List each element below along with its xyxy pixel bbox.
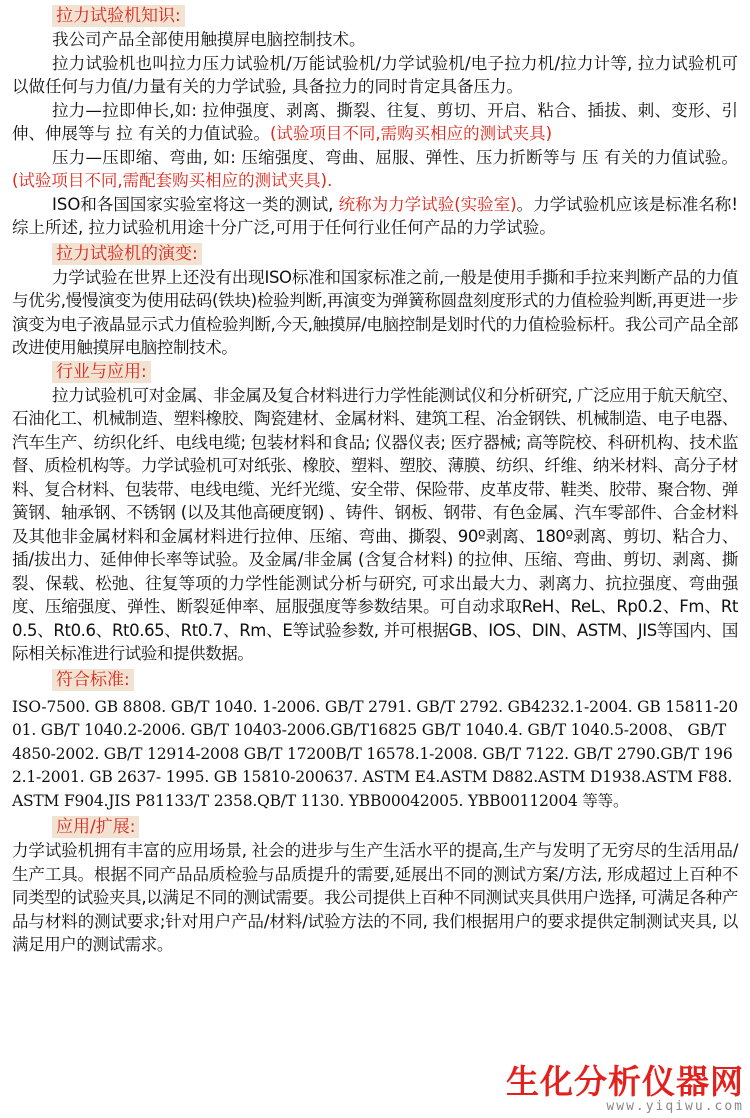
paragraph-knowledge-3 [12,99,738,146]
paragraph-knowledge-1: 我公司产品全部使用触摸屏电脑控制技术。 [52,30,366,49]
watermark-site-url: www.yiqiwu.com [606,1099,744,1114]
section-heading-standards-wrap [12,668,738,692]
paragraph-industry-1: 拉力试验机可对金属、非金属及复合材料进行力学性能测试仪和分析研究, 广泛应用于航天航空、石油化工、机械制造、塑料橡胶、陶瓷建材、金属材料、建筑工程、冶金钢铁、机械制造、电子电器、汽车生产、纺织化纤、电线电缆; 包装材料和食品; 仪器仪表; 医疗器械; 高等院校、科研机构、技术监督、质检机构等。力学试验机可对纸张、橡胶、塑料、塑胶、薄膜、纺织、纤维、纳米材料、高分子材料、复合材料、包装带、电线电缆、光纤光缆、安全带、保险带、皮革皮带、鞋类、胶带、聚合物、弹簧钢、轴承钢、不锈钢 (以及其他高硬度钢) 、铸件、钢板、钢带、有色金属、汽车零部件、合金材料及其他非金属材料和金属材料进行拉伸、压缩、弯曲、撕裂、90º剥离、180º剥离、剪切、粘合力、插/拔出力、延伸伸长率等试验。及金属/非金属 (含复合材料) 的拉伸、压缩、弯曲、剪切、剥离、撕裂、保载、松弛、往复等项的力学性能测试分析与研究, 可求出最大力、剥离力、抗拉强度、弯曲强度、压缩强度、弹性、断裂延伸率、屈服强度等参数结果。可自动求取ReH、ReL、Rp0.2、Fm、Rt0.5、Rt0.6、Rt0.65、Rt0.7、Rm、E等试验参数, 并可根据GB、IOS、DIN、ASTM、JIS等国内、国际相关标准进行试验和提供数据。 [12,385,738,663]
section-heading-evolution: 拉力试验机的演变: [52,243,202,265]
paragraph-evolution-1: 力学试验在世界上还没有出现ISO标准和国家标准之前,一般是使用手撕和手拉来判断产品的力值与优劣,慢慢演变为使用砝码(铁块)检验判断,再演变为弹簧称圆盘刻度形式的力值检验判断,再更进一步演变为电子液晶显示式力值检验判断,今天,触摸屏/电脑控制是划时代的力值检验标杆。我公司产品全部改进使用触摸屏电脑控制技术。 [12,267,738,357]
paragraph-knowledge-5-text-b: 。力学试验机应该是标准名称!综上所述, 拉力试验机用途十分广泛,可用于任何行业任何产品的力学试验。 [12,194,738,237]
section-heading-evolution-wrap [12,242,738,266]
mechanics-test-emphasis: 统称为力学试验(实验室) [338,194,517,214]
section-heading-standards: 符合标准: [52,669,134,691]
paragraph-knowledge-2: 拉力试验机也叫拉力压力试验机/万能试验机/力学试验机/电子拉力机/拉力计等, 拉力试验机可以做任何与力值/力量有关的力学试验, 具备拉力的同时肯定具备压力。 [12,53,738,96]
section-heading-knowledge-wrap [12,4,738,28]
fixture-note-compression: (试验项目不同,需配套购买相应的测试夹具). [12,171,333,190]
section-heading-industry: 行业与应用: [52,361,151,383]
paragraph-knowledge-4-text: 压力—压即缩、弯曲, 如: 压缩强度、弯曲、屈服、弹性、压力折断等与 压 有关的力值试验。 [52,147,738,167]
paragraph-knowledge-5 [12,193,738,240]
watermark-site-name: 生化分析仪器网 [506,1062,744,1101]
paragraph-extension-1: 力学试验机拥有丰富的应用场景, 社会的进步与生产生活水平的提高,生产与发明了无穷尽的生活用品/生产工具。根据不同产品品质检验与品质提升的需要,延展出不同的测试方案/方法, 形成超过上百种不同类型的试验夹具,以满足不同的测试需要。我公司提供上百种不同测试夹具供用户选择, 可满足各种产品与材料的测试要求;针对用户产品/材料/试验方法的不同, 我们根据用户的要求提供定制测试夹具, 以满足用户的测试需求。 [12,841,738,954]
paragraph-knowledge-4 [12,146,738,193]
paragraph-knowledge-3-text: 拉力—拉即伸长,如: 拉伸强度、剥离、撕裂、往复、剪切、开启、粘合、插拔、刺、变形、引伸、伸展等与 拉 有关的力值试验。 [12,100,738,143]
site-watermark [506,1064,744,1114]
paragraph-knowledge-5-text-a: ISO和各国国家实验室将这一类的测试, [52,194,339,214]
section-heading-knowledge: 拉力试验机知识: [52,5,185,27]
standards-list: ISO-7500. GB 8808. GB/T 1040. 1-2006. GB/T 2791. GB/T 2792. GB4232.1-2004. GB 15811-2001. GB/T 1040.2-2006. GB/T 10403-2006.GB/T16825 GB/T 1040.4. GB/T 1040.5-2008、 GB/T 4850-2002. GB/T 12914-2008 GB/T 17200B/T 16578.1-2008. GB/T 7122. GB/T 2790.GB/T 1962.1-2001. GB 2637- 1995. GB 15810-200637. ASTM E4.ASTM D882.ASTM D1938.ASTM F88.ASTM F904.JIS P81133/T 2358.QB/T 1130. YBB00042005. YBB00112004 等等。 [12,697,738,810]
fixture-note-tension: (试验项目不同,需购买相应的测试夹具) [270,124,553,143]
section-heading-extension-wrap [12,815,738,839]
section-heading-industry-wrap [12,360,738,384]
section-heading-extension: 应用/扩展: [52,816,139,838]
